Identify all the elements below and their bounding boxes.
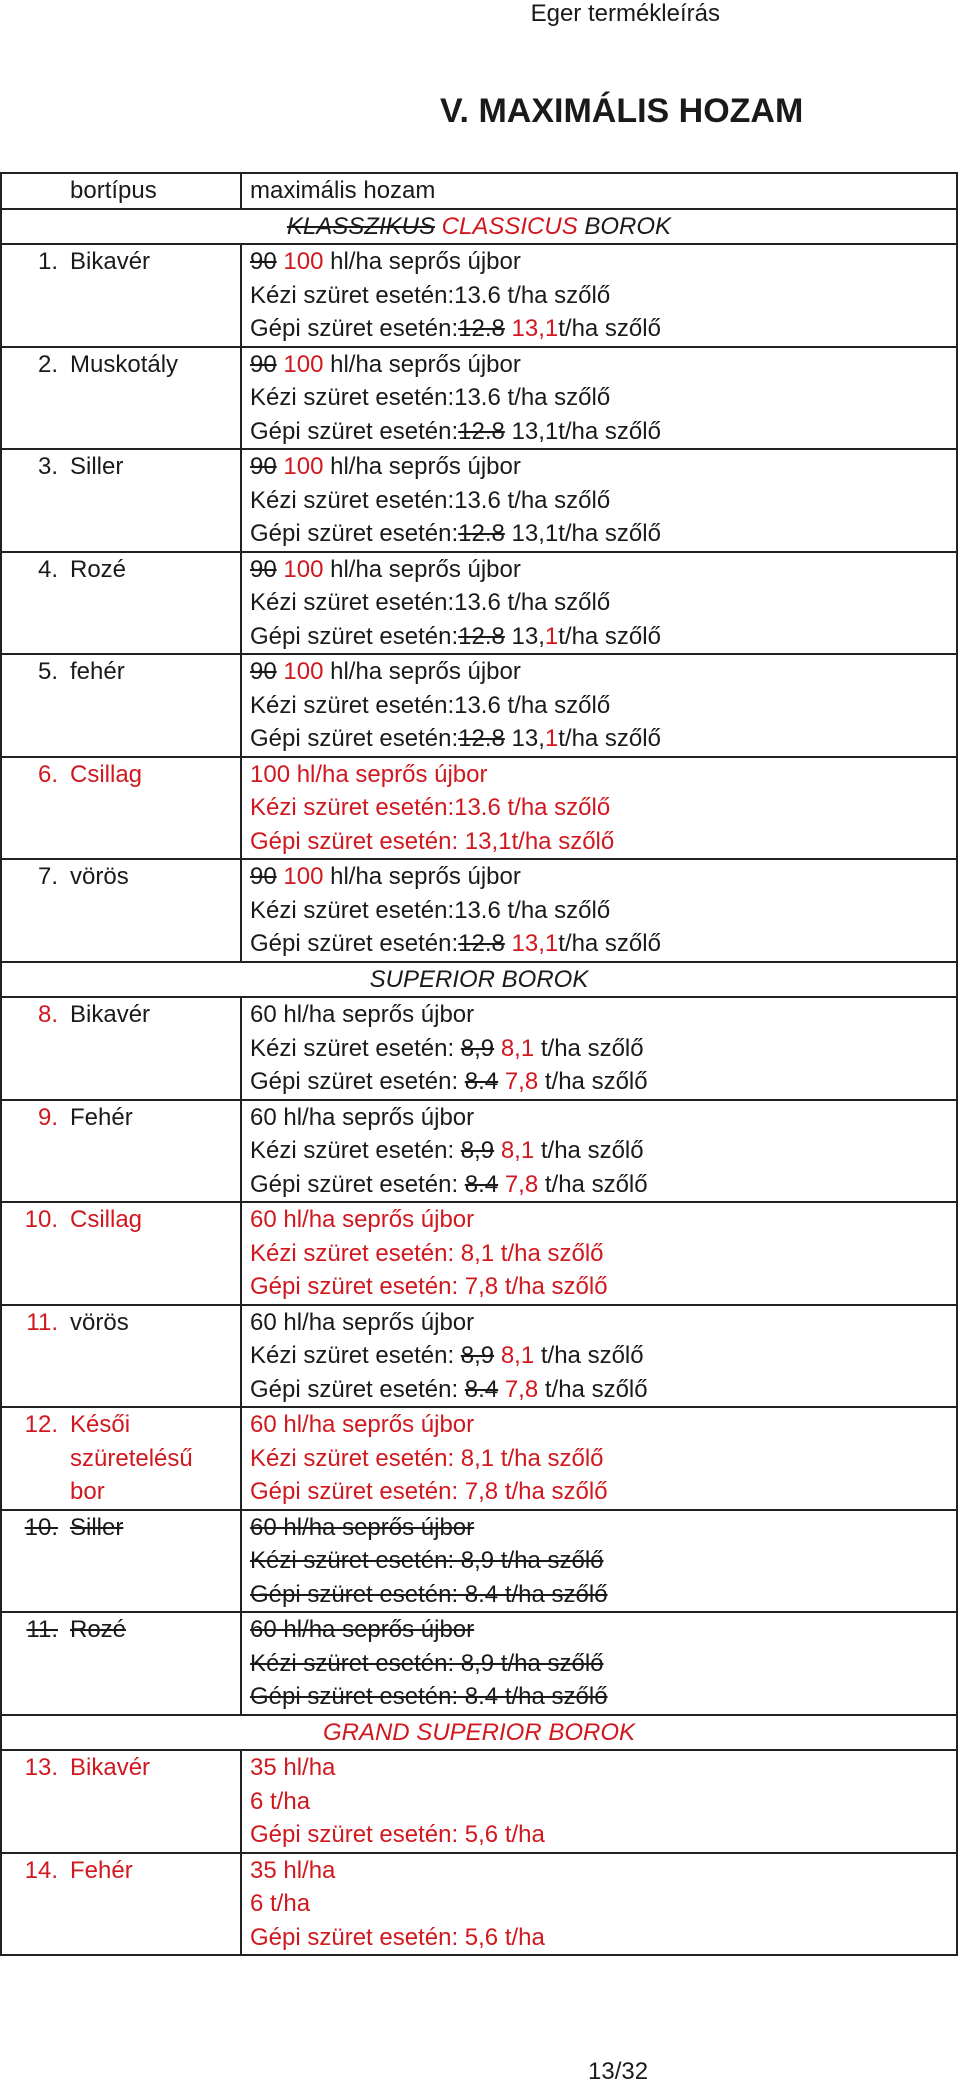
- text-segment: 90: [250, 350, 277, 378]
- text-segment: 60 hl/ha seprős újbor: [250, 1103, 475, 1131]
- text-segment: [494, 1035, 501, 1062]
- wine-row: [1, 244, 957, 347]
- text-segment: 8,9: [460, 1034, 495, 1062]
- yield-line: [250, 415, 956, 449]
- row-number: [1, 1510, 62, 1613]
- text-segment: szüretelésű: [70, 1444, 193, 1472]
- text-segment: t/ha szőlő: [538, 1375, 648, 1403]
- row-number: [1, 757, 62, 860]
- row-number: [1, 654, 62, 757]
- yield-line: [250, 998, 956, 1032]
- yield-line: [250, 1921, 956, 1955]
- text-segment: 8.4: [464, 1170, 499, 1198]
- row-number: [1, 997, 62, 1100]
- max-yield: [241, 347, 957, 450]
- text-segment: hl/ha seprős újbor: [323, 555, 521, 583]
- yield-line: [250, 620, 956, 654]
- wine-row: [1, 1202, 957, 1305]
- max-yield: [241, 859, 957, 962]
- text-segment: 1: [544, 622, 559, 650]
- wine-row: [1, 1305, 957, 1408]
- row-number: [1, 1202, 62, 1305]
- text-segment: 100: [283, 555, 324, 583]
- max-yield: [241, 757, 957, 860]
- text-segment: Kézi szüret esetén:13.6 t/ha szőlő: [250, 281, 611, 309]
- text-segment: Gépi szüret esetén: 13,1t/ha szőlő: [250, 827, 615, 855]
- yield-line: [250, 1306, 956, 1340]
- max-yield: [241, 1202, 957, 1305]
- wine-type: [62, 859, 241, 962]
- yield-line: [250, 791, 956, 825]
- text-segment: SUPERIOR BOROK: [369, 965, 589, 993]
- text-segment: Gépi szüret esetén:: [250, 725, 459, 752]
- text-segment: 90: [250, 453, 277, 480]
- document-header: Eger termékleírás: [530, 0, 720, 27]
- wine-row: [1, 1612, 957, 1715]
- text-segment: [494, 1137, 501, 1164]
- wine-row: [1, 757, 957, 860]
- text-segment: 14.: [24, 1856, 58, 1884]
- yield-line: [250, 348, 956, 382]
- text-segment: 13,1t/ha szőlő: [504, 520, 661, 547]
- text-segment: t/ha szőlő: [534, 1342, 644, 1369]
- text-segment: Gépi szüret esetén:: [250, 520, 459, 547]
- yield-line: [250, 1373, 956, 1407]
- yield-line: [250, 1613, 956, 1647]
- text-segment: Fehér: [70, 1103, 133, 1131]
- section-heading-row: [1, 1715, 957, 1751]
- row-number: [1, 1305, 62, 1408]
- text-segment: 5.: [37, 658, 58, 685]
- text-segment: 13.: [24, 1754, 58, 1781]
- text-segment: 8.4: [464, 1068, 499, 1095]
- text-segment: 1.: [37, 248, 58, 275]
- max-yield: [241, 449, 957, 552]
- yield-line: [250, 758, 956, 792]
- text-segment: 12.8: [458, 725, 505, 752]
- yield-line: [250, 1442, 956, 1476]
- text-segment: Gépi szüret esetén: 7,8 t/ha szőlő: [250, 1273, 608, 1300]
- text-segment: Kézi szüret esetén: 8,1 t/ha szőlő: [250, 1239, 604, 1267]
- wine-row: [1, 449, 957, 552]
- text-segment: 13,: [504, 725, 545, 752]
- yield-line: [250, 825, 956, 859]
- wine-type: [62, 1305, 241, 1408]
- text-segment: t/ha szőlő: [534, 1034, 644, 1062]
- yield-line: [250, 1475, 956, 1509]
- text-segment: 7.: [37, 863, 58, 890]
- text-segment: t/ha szőlő: [558, 725, 661, 752]
- yield-line: [250, 1511, 956, 1545]
- yield-line: [250, 1408, 956, 1442]
- section-heading: [1, 962, 957, 998]
- yield-line: [250, 1578, 956, 1612]
- text-segment: 100: [283, 658, 324, 685]
- text-segment: 60 hl/ha seprős újbor: [250, 1411, 475, 1438]
- yield-line: [250, 1751, 956, 1785]
- yield-line: [250, 279, 956, 313]
- text-segment: 8,1: [500, 1137, 535, 1164]
- text-segment: Gépi szüret esetén:: [250, 417, 459, 445]
- text-segment: 100: [283, 863, 324, 890]
- text-segment: Csillag: [70, 760, 143, 788]
- yield-table: [0, 172, 958, 1956]
- section-heading: [1, 209, 957, 245]
- text-segment: 7,8: [504, 1068, 539, 1095]
- text-segment: 60 hl/ha seprős újbor: [250, 1001, 475, 1028]
- text-segment: hl/ha seprős újbor: [323, 863, 521, 890]
- text-segment: Kézi szüret esetén:13.6 t/ha szőlő: [250, 589, 611, 616]
- yield-line: [250, 1065, 956, 1099]
- yield-line: [250, 1647, 956, 1681]
- text-segment: Gépi szüret esetén:: [250, 1068, 465, 1095]
- text-segment: [498, 1171, 505, 1198]
- text-segment: Bikavér: [70, 248, 151, 275]
- text-segment: 9.: [37, 1103, 58, 1131]
- yield-line: [250, 655, 956, 689]
- wine-type: [62, 654, 241, 757]
- text-segment: 60 hl/ha seprős újbor: [250, 1308, 475, 1336]
- text-segment: Kézi szüret esetén:13.6 t/ha szőlő: [250, 384, 611, 411]
- text-segment: 12.8: [458, 930, 505, 957]
- text-segment: 6 t/ha: [250, 1890, 311, 1917]
- wine-row: [1, 1750, 957, 1853]
- yield-line: [250, 722, 956, 756]
- max-yield: [241, 1305, 957, 1408]
- text-segment: Rozé: [70, 1616, 127, 1643]
- text-segment: Kézi szüret esetén:13.6 t/ha szőlő: [250, 691, 611, 719]
- text-segment: 10.: [24, 1513, 58, 1541]
- text-segment: Kézi szüret esetén:: [250, 1034, 461, 1062]
- yield-line: [250, 1818, 956, 1852]
- wine-type: [62, 1750, 241, 1853]
- row-number: [1, 244, 62, 347]
- wine-row: [1, 552, 957, 655]
- row-number: [1, 347, 62, 450]
- text-segment: t/ha szőlő: [534, 1137, 644, 1164]
- yield-line: [250, 484, 956, 518]
- wine-type: [62, 1612, 241, 1715]
- max-yield: [241, 1100, 957, 1203]
- max-yield: [241, 244, 957, 347]
- wine-row: [1, 997, 957, 1100]
- text-segment: 7,8: [504, 1375, 539, 1403]
- text-segment: 8.: [37, 1001, 58, 1028]
- wine-type: [62, 552, 241, 655]
- text-segment: [498, 1376, 505, 1403]
- text-segment: 12.8: [458, 315, 505, 342]
- text-segment: Kézi szüret esetén: 8,1 t/ha szőlő: [250, 1444, 604, 1472]
- text-segment: t/ha szőlő: [558, 930, 661, 957]
- max-yield: [241, 552, 957, 655]
- text-segment: vörös: [70, 1308, 129, 1336]
- text-segment: Gépi szüret esetén: 5,6 t/ha: [250, 1821, 545, 1848]
- text-segment: Gépi szüret esetén: 8.4 t/ha szőlő: [250, 1683, 608, 1710]
- row-number: [1, 1853, 62, 1956]
- wine-type: [62, 1510, 241, 1613]
- text-segment: 6.: [37, 760, 58, 788]
- text-segment: Kézi szüret esetén:: [250, 1137, 461, 1164]
- text-segment: hl/ha seprős újbor: [323, 453, 521, 480]
- wine-row: [1, 1407, 957, 1510]
- text-segment: Kézi szüret esetén:: [250, 1342, 461, 1369]
- text-segment: 60 hl/ha seprős újbor: [250, 1616, 475, 1643]
- text-segment: [505, 930, 512, 957]
- text-segment: [435, 213, 442, 240]
- page-number: 13/32: [588, 2058, 649, 2085]
- text-segment: bor: [70, 1478, 105, 1505]
- max-yield: [241, 1510, 957, 1613]
- yield-line: [250, 1887, 956, 1921]
- yield-line: [250, 450, 956, 484]
- text-segment: Csillag: [70, 1206, 143, 1233]
- text-segment: hl/ha seprős újbor: [323, 350, 521, 378]
- text-segment: 35 hl/ha: [250, 1856, 336, 1884]
- max-yield: [241, 997, 957, 1100]
- max-yield: [241, 1853, 957, 1956]
- row-number: [1, 449, 62, 552]
- header-num-cell: [1, 173, 62, 209]
- text-segment: 11.: [26, 1308, 58, 1336]
- row-number: [1, 1612, 62, 1715]
- text-segment: Gépi szüret esetén: 8.4 t/ha szőlő: [250, 1580, 608, 1608]
- wine-type: [62, 1853, 241, 1956]
- text-segment: Gépi szüret esetén:: [250, 1170, 465, 1198]
- text-segment: Gépi szüret esetén: 7,8 t/ha szőlő: [250, 1478, 608, 1505]
- text-segment: Bikavér: [70, 1001, 151, 1028]
- text-segment: Siller: [70, 1513, 124, 1541]
- text-segment: 13,: [504, 622, 545, 650]
- text-segment: 8,1: [500, 1342, 535, 1369]
- text-segment: 90: [250, 658, 277, 685]
- wine-row: [1, 654, 957, 757]
- yield-line: [250, 1339, 956, 1373]
- section-heading-row: [1, 209, 957, 245]
- yield-line: [250, 1270, 956, 1304]
- text-segment: 100: [283, 248, 324, 275]
- yield-line: [250, 1785, 956, 1819]
- wine-type: [62, 1407, 241, 1510]
- wine-type: [62, 1202, 241, 1305]
- header-yield-cell: maximális hozam: [241, 173, 957, 209]
- text-segment: Gépi szüret esetén:: [250, 315, 459, 342]
- text-segment: Gépi szüret esetén:: [250, 1375, 465, 1403]
- yield-line: [250, 517, 956, 551]
- row-number: [1, 1407, 62, 1510]
- text-segment: 8.4: [464, 1375, 499, 1403]
- text-segment: 7,8: [504, 1170, 539, 1198]
- text-segment: 100 hl/ha seprős újbor: [250, 760, 488, 788]
- text-segment: [505, 315, 512, 342]
- text-segment: 1: [544, 725, 559, 752]
- text-segment: 3.: [37, 453, 58, 480]
- text-segment: 12.: [24, 1411, 58, 1438]
- yield-line: [250, 1032, 956, 1066]
- text-segment: Késői: [70, 1411, 131, 1438]
- row-number: [1, 1100, 62, 1203]
- text-segment: Bikavér: [70, 1754, 151, 1781]
- column-header-row: [1, 173, 957, 209]
- yield-table-body: [1, 173, 957, 1955]
- wine-type: [62, 1100, 241, 1203]
- text-segment: 100: [283, 453, 324, 480]
- wine-row: [1, 1510, 957, 1613]
- text-segment: 10.: [24, 1206, 58, 1233]
- text-segment: 8,1: [500, 1034, 535, 1062]
- yield-line: [250, 1854, 956, 1888]
- text-segment: BOROK: [577, 212, 672, 240]
- yield-line: [250, 927, 956, 961]
- text-segment: 2.: [37, 350, 58, 378]
- section-heading: [1, 1715, 957, 1751]
- text-segment: KLASSZIKUS: [286, 212, 435, 240]
- row-number: [1, 859, 62, 962]
- wine-type: [62, 449, 241, 552]
- yield-line: [250, 860, 956, 894]
- text-segment: Muskotály: [70, 350, 179, 378]
- wine-type: [62, 997, 241, 1100]
- text-segment: t/ha szőlő: [538, 1170, 648, 1198]
- text-segment: Gépi szüret esetén:: [250, 622, 459, 650]
- wine-type: [62, 757, 241, 860]
- text-segment: t/ha szőlő: [538, 1068, 648, 1095]
- row-number: [1, 1750, 62, 1853]
- text-segment: 12.8: [458, 520, 505, 547]
- text-segment: 13,1: [511, 315, 559, 342]
- text-segment: 90: [250, 248, 277, 275]
- text-segment: [494, 1342, 501, 1369]
- wine-row: [1, 347, 957, 450]
- yield-line: [250, 1237, 956, 1271]
- text-segment: 60 hl/ha seprős újbor: [250, 1513, 475, 1541]
- wine-row: [1, 1853, 957, 1956]
- yield-line: [250, 1680, 956, 1714]
- text-segment: 90: [250, 863, 277, 890]
- yield-line: [250, 1544, 956, 1578]
- text-segment: 8,9: [460, 1342, 495, 1369]
- section-heading-row: [1, 962, 957, 998]
- wine-type: [62, 244, 241, 347]
- text-segment: t/ha szőlő: [558, 622, 661, 650]
- text-segment: 35 hl/ha: [250, 1754, 336, 1781]
- max-yield: [241, 1407, 957, 1510]
- text-segment: 100: [283, 350, 324, 378]
- text-segment: 12.8: [458, 417, 505, 445]
- max-yield: [241, 1612, 957, 1715]
- wine-row: [1, 1100, 957, 1203]
- text-segment: 13,1: [511, 930, 559, 957]
- text-segment: hl/ha seprős újbor: [323, 248, 521, 275]
- text-segment: Rozé: [70, 555, 127, 583]
- text-segment: Siller: [70, 453, 124, 480]
- text-segment: Fehér: [70, 1856, 133, 1884]
- yield-line: [250, 894, 956, 928]
- text-segment: 12.8: [458, 622, 505, 650]
- yield-line: [250, 1134, 956, 1168]
- wine-type: [62, 347, 241, 450]
- yield-line: [250, 553, 956, 587]
- text-segment: Kézi szüret esetén: 8,9 t/ha szőlő: [250, 1649, 604, 1677]
- section-title: V. MAXIMÁLIS HOZAM: [440, 92, 804, 130]
- text-segment: hl/ha seprős újbor: [323, 658, 521, 685]
- yield-line: [250, 1203, 956, 1237]
- text-segment: t/ha szőlő: [558, 315, 661, 342]
- yield-line: [250, 1101, 956, 1135]
- text-segment: CLASSICUS: [441, 212, 578, 240]
- text-segment: Kézi szüret esetén:13.6 t/ha szőlő: [250, 486, 611, 514]
- text-segment: [498, 1068, 505, 1095]
- yield-line: [250, 586, 956, 620]
- text-segment: 4.: [37, 555, 58, 583]
- text-segment: 8,9: [460, 1137, 495, 1164]
- row-number: [1, 552, 62, 655]
- text-segment: Kézi szüret esetén: 8,9 t/ha szőlő: [250, 1547, 604, 1574]
- text-segment: GRAND SUPERIOR BOROK: [322, 1718, 636, 1746]
- text-segment: Kézi szüret esetén:13.6 t/ha szőlő: [250, 896, 611, 924]
- yield-line: [250, 312, 956, 346]
- wine-row: [1, 859, 957, 962]
- text-segment: 60 hl/ha seprős újbor: [250, 1206, 475, 1233]
- text-segment: Gépi szüret esetén:: [250, 930, 459, 957]
- text-segment: Kézi szüret esetén:13.6 t/ha szőlő: [250, 794, 611, 821]
- header-type-cell: bortípus: [62, 173, 241, 209]
- yield-line: [250, 381, 956, 415]
- max-yield: [241, 1750, 957, 1853]
- text-segment: Gépi szüret esetén: 5,6 t/ha: [250, 1923, 545, 1951]
- text-segment: 11.: [26, 1616, 58, 1643]
- yield-line: [250, 689, 956, 723]
- text-segment: 6 t/ha: [250, 1787, 311, 1815]
- text-segment: fehér: [70, 658, 125, 685]
- yield-line: [250, 1168, 956, 1202]
- text-segment: 13,1t/ha szőlő: [504, 417, 661, 445]
- yield-line: [250, 245, 956, 279]
- max-yield: [241, 654, 957, 757]
- text-segment: 90: [250, 555, 277, 583]
- text-segment: vörös: [70, 863, 129, 890]
